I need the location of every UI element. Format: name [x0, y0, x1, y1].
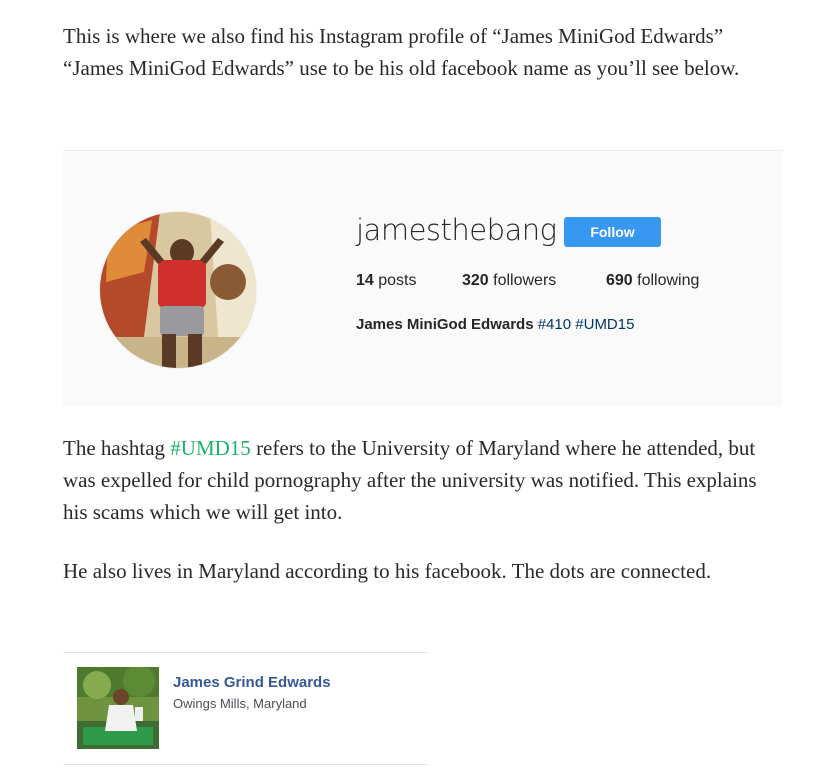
- posts-label: posts: [373, 272, 417, 289]
- paragraph-hashtag-explanation: [63, 432, 783, 528]
- posts-stat[interactable]: [356, 272, 416, 290]
- following-label: following: [632, 272, 700, 289]
- paragraph-maryland: He also lives in Maryland according to his facebook. The dots are connected.: [63, 559, 712, 583]
- facebook-photo-icon: [77, 667, 159, 749]
- bio-hashtag-umd15[interactable]: #UMD15: [575, 316, 635, 333]
- facebook-location: Owings Mills, Maryland: [173, 696, 307, 711]
- instagram-bio: [356, 316, 634, 333]
- followers-stat[interactable]: [462, 272, 556, 290]
- posts-count: 14: [356, 272, 374, 289]
- paragraph2-text-start: The hashtag: [63, 436, 171, 460]
- instagram-avatar[interactable]: [99, 211, 257, 369]
- umd15-hashtag-link[interactable]: #UMD15: [170, 436, 251, 460]
- paragraph2-text-end: refers to the University of Maryland where he attended, but was expelled for child pornography after the university was notified. This explains his scams which we will get into.: [63, 436, 757, 524]
- follow-button[interactable]: Follow: [564, 217, 661, 247]
- followers-count: 320: [462, 272, 489, 289]
- paragraph-instagram-intro: This is where we also find his Instagram profile of “James MiniGod Edwards” “James MiniGod Edwards” use to be his old facebook name as you’ll see below.: [63, 24, 740, 80]
- following-stat[interactable]: [606, 272, 699, 290]
- instagram-profile-embed: [63, 150, 783, 407]
- followers-label: followers: [488, 272, 557, 289]
- following-count: 690: [606, 272, 633, 289]
- facebook-name-link[interactable]: James Grind Edwards: [173, 674, 331, 691]
- instagram-username[interactable]: jamesthebang: [356, 213, 557, 247]
- avatar-photo-icon: [100, 212, 256, 368]
- facebook-photo[interactable]: [77, 667, 159, 749]
- bio-name: James MiniGod Edwards: [356, 316, 534, 333]
- bio-hashtag-410[interactable]: #410: [537, 316, 572, 333]
- facebook-profile-card: [63, 652, 427, 765]
